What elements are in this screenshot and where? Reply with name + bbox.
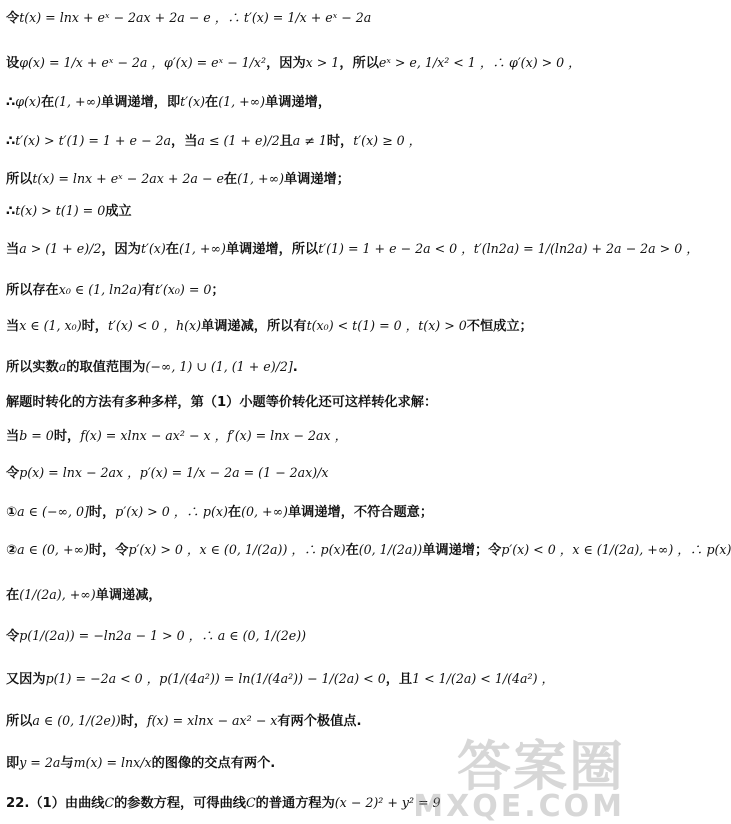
solution-line-12: 当b = 0时，f(x) = xlnx − ax² − x ，f′(x) = lnx − 2ax ， [6,428,348,444]
solution-line-1: 令t(x) = lnx + eˣ − 2ax + 2a − e ，∴ t′(x) = 1/x + eˣ − 2a [6,10,372,26]
solution-line-13: 令p(x) = lnx − 2ax ，p′(x) = 1/x − 2a = (1 − 2ax)/x [6,465,329,481]
solution-line-15: ②a ∈ (0, +∞)时，令p′(x) > 0 ，x ∈ (0, 1/(2a)) ，∴ p(x)在(0, 1/(2a))单调递增；令p′(x) < 0 ，x ∈ (1/(2a), +∞) ，∴ p(x) [6,542,731,558]
solution-line-5: 所以t(x) = lnx + eˣ − 2ax + 2a − e在(1, +∞)单调递增； [6,171,350,187]
solution-line-8: 所以存在x₀ ∈ (1, ln2a)有t′(x₀) = 0； [6,282,225,298]
site-watermark [413,735,625,824]
solution-line-2: 设φ(x) = 1/x + eˣ − 2a ，φ′(x) = eˣ − 1/x²，因为x > 1，所以eˣ > e, 1/x² < 1 ，∴ φ′(x) > 0 ， [6,55,581,71]
solution-line-14: ①a ∈ (−∞, 0]时，p′(x) > 0 ，∴ p(x)在(0, +∞)单调递增，不符合题意； [6,504,434,520]
solution-line-17: 令p(1/(2a)) = −ln2a − 1 > 0 ，∴ a ∈ (0, 1/(2e)) [6,628,307,644]
question-22-line: 22.（1）由曲线C的参数方程，可得曲线C的普通方程为(x − 2)² + y² = 9 [6,795,441,811]
solution-line-4: ∴t′(x) > t′(1) = 1 + e − 2a，当a ≤ (1 + e)/2且a ≠ 1时，t′(x) ≥ 0 ， [6,133,422,149]
solution-line-3: ∴φ(x)在(1, +∞)单调递增，即t′(x)在(1, +∞)单调递增， [6,94,332,110]
solution-line-9: 当x ∈ (1, x₀)时，t′(x) < 0 ，h(x)单调递减，所以有t(x₀) < t(1) = 0 ，t(x) > 0不恒成立； [6,318,533,334]
solution-line-20: 即y = 2a与m(x) = lnx/x的图像的交点有两个. [6,755,276,771]
solution-line-11: 解题时转化的方法有多种多样，第（1）小题等价转化还可这样转化求解： [6,395,438,410]
solution-line-16: 在(1/(2a), +∞)单调递减， [6,587,162,603]
solution-line-18: 又因为p(1) = −2a < 0 ，p(1/(4a²)) = ln(1/(4a²)) − 1/(2a) < 0，且1 < 1/(2a) < 1/(4a²) ， [6,671,555,687]
solution-line-19: 所以a ∈ (0, 1/(2e))时，f(x) = xlnx − ax² − x有两个极值点. [6,713,362,729]
solution-line-7: 当a > (1 + e)/2，因为t′(x)在(1, +∞)单调递增，所以t′(1) = 1 + e − 2a < 0 ，t′(ln2a) = 1/(ln2a) + 2a − 2a > 0 ， [6,241,699,257]
solution-line-10: 所以实数a的取值范围为(−∞, 1) ∪ (1, (1 + e)/2]. [6,359,298,375]
solution-line-6: ∴t(x) > t(1) = 0成立 [6,203,132,219]
watermark-logo-text: 答案圈 [457,735,625,798]
watermark-domain: MXQE.COM [413,789,625,824]
